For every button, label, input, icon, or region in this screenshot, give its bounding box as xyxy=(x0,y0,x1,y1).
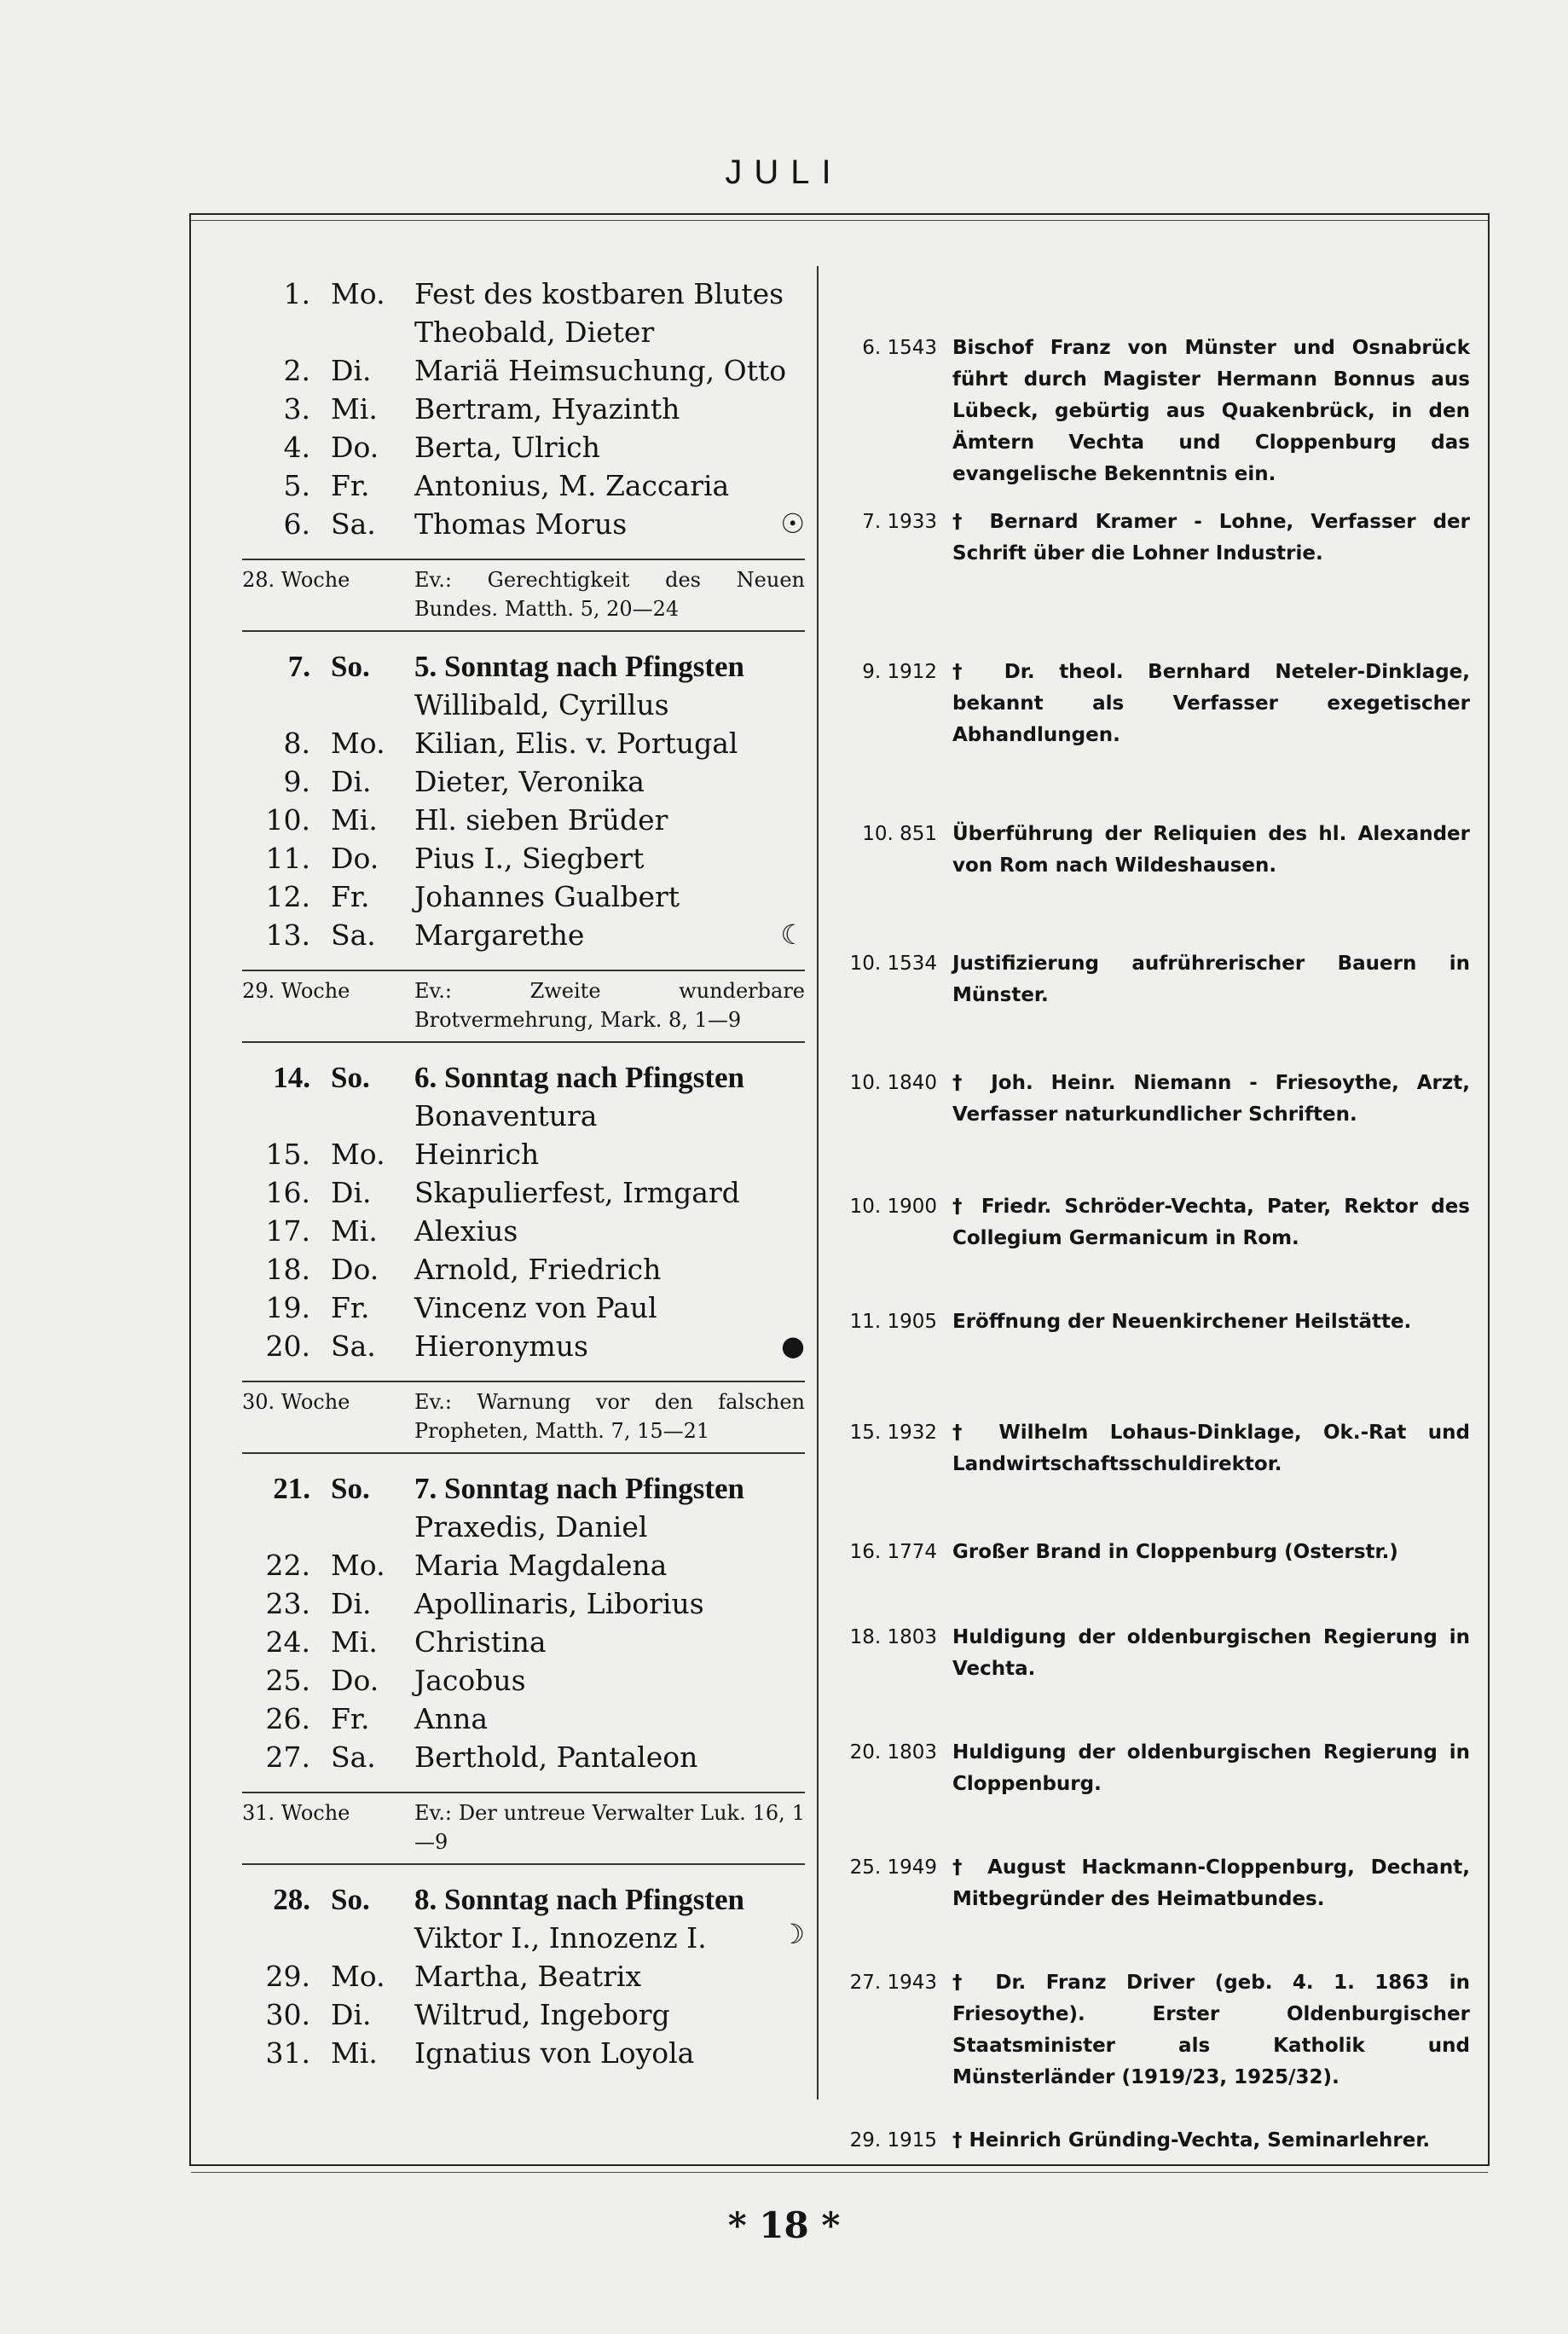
saint-names: Antonius, M. Zaccaria xyxy=(414,469,730,502)
weekday: Di. xyxy=(331,354,372,387)
day-number: 5. xyxy=(283,469,310,502)
saint-names: 6. Sonntag nach Pfingsten xyxy=(414,1061,745,1094)
day-row xyxy=(242,877,805,916)
day-row xyxy=(242,916,805,954)
saint-names: Jacobus xyxy=(414,1664,526,1697)
saint-names: Anna xyxy=(414,1702,489,1735)
day-number: 10. xyxy=(265,803,310,837)
weekday: So. xyxy=(331,1472,370,1505)
event-date: 10. 1900 xyxy=(849,1196,937,1218)
weekday: Mo. xyxy=(331,1138,385,1171)
event-item xyxy=(835,2125,1470,2157)
day-row xyxy=(242,1173,805,1212)
calendar-column xyxy=(242,275,805,2072)
gospel-text: Ev.: Der untreue Verwalter Luk. 16, 1—9 xyxy=(414,1801,805,1854)
day-row xyxy=(242,390,805,428)
weekday: Di. xyxy=(331,1176,372,1209)
day-number: 18. xyxy=(265,1253,310,1286)
saint-names: 7. Sonntag nach Pfingsten xyxy=(414,1472,745,1505)
event-text: † Dr. Franz Driver (geb. 4. 1. 1863 in Friesoythe). Erster Oldenburgischer Staatsminister als Katholik und Münsterländer (1919/23, 1925/32). xyxy=(952,1972,1470,2088)
event-text: † Friedr. Schröder-Vechta, Pater, Rektor des Collegium Germanicum in Rom. xyxy=(952,1196,1470,1249)
weekday: Do. xyxy=(331,1664,379,1697)
event-item xyxy=(835,1068,1470,1131)
event-item xyxy=(835,1537,1470,1568)
event-date: 15. 1932 xyxy=(849,1422,937,1444)
saint-names: Bertram, Hyazinth xyxy=(414,392,680,426)
weekday: Di. xyxy=(331,1587,372,1620)
weekday: Do. xyxy=(331,431,379,464)
day-number: 20. xyxy=(265,1329,310,1363)
day-row xyxy=(242,1700,805,1738)
event-date: 18. 1803 xyxy=(849,1626,937,1648)
weekday: So. xyxy=(331,1883,370,1916)
calendar-frame xyxy=(189,213,1490,2166)
day-row xyxy=(242,762,805,801)
day-row xyxy=(242,1058,805,1097)
day-row xyxy=(242,1661,805,1700)
week-gospel xyxy=(242,559,805,632)
saint-names: 8. Sonntag nach Pfingsten xyxy=(414,1883,745,1916)
event-date: 16. 1774 xyxy=(849,1541,937,1563)
weekday: Do. xyxy=(331,842,379,875)
saint-names: Heinrich xyxy=(414,1138,540,1171)
saint-names: Ignatius von Loyola xyxy=(414,2036,695,2070)
day-row xyxy=(242,1135,805,1173)
day-number: 2. xyxy=(283,354,310,387)
event-item xyxy=(835,333,1470,490)
event-item xyxy=(835,1622,1470,1685)
saint-names: 5. Sonntag nach Pfingsten xyxy=(414,650,745,683)
day-number: 31. xyxy=(265,2036,310,2070)
event-date: 29. 1915 xyxy=(849,2129,937,2152)
week-label: 29. Woche xyxy=(242,979,350,1003)
day-row xyxy=(242,1546,805,1584)
page-title: JULI xyxy=(725,153,843,191)
day-number: 23. xyxy=(265,1587,310,1620)
saint-names: Margarethe xyxy=(414,918,585,952)
saint-names: Dieter, Veronika xyxy=(414,765,645,798)
day-number: 21. xyxy=(273,1472,310,1505)
saint-names: Berthold, Pantaleon xyxy=(414,1740,698,1774)
day-number: 14. xyxy=(273,1061,310,1094)
day-number: 24. xyxy=(265,1625,310,1659)
day-row xyxy=(242,466,805,505)
weekday: Fr. xyxy=(331,1702,370,1735)
saint-names: Kilian, Elis. v. Portugal xyxy=(414,727,738,760)
saint-names-extra: Praxedis, Daniel xyxy=(414,1510,648,1543)
frame-rule-bottom xyxy=(191,2172,1488,2173)
day-row xyxy=(242,839,805,877)
frame-rule-top xyxy=(191,220,1488,221)
saint-names-extra: Willibald, Cyrillus xyxy=(414,688,669,721)
day-number: 7. xyxy=(287,650,310,683)
event-date: 25. 1949 xyxy=(849,1856,937,1879)
event-date: 10. 1840 xyxy=(849,1072,937,1094)
day-row xyxy=(242,1738,805,1776)
week-gospel xyxy=(242,1792,805,1865)
day-number: 30. xyxy=(265,1998,310,2031)
event-date: 7. 1933 xyxy=(862,511,937,533)
day-row xyxy=(242,1584,805,1623)
weekday: Sa. xyxy=(331,1329,376,1363)
day-row xyxy=(242,1212,805,1250)
saint-names: Pius I., Siegbert xyxy=(414,842,645,875)
saint-names: Alexius xyxy=(414,1214,518,1248)
full-moon-icon: ☉ xyxy=(780,507,805,540)
gospel-text: Ev.: Zweite wunderbare Brotvermehrung, Mark. 8, 1—9 xyxy=(414,979,805,1032)
event-text: † August Hackmann-Cloppenburg, Dechant, Mitbegründer des Heimatbundes. xyxy=(952,1856,1470,1910)
weekday: Do. xyxy=(331,1253,379,1286)
weekday: Sa. xyxy=(331,1740,376,1774)
day-number: 6. xyxy=(283,507,310,541)
event-text: † Wilhelm Lohaus-Dinklage, Ok.-Rat und Landwirtschaftsschuldirektor. xyxy=(952,1422,1470,1475)
day-number: 11. xyxy=(265,842,310,875)
weekday: So. xyxy=(331,650,370,683)
saint-names: Christina xyxy=(414,1625,547,1659)
saint-names: Hl. sieben Brüder xyxy=(414,803,668,837)
weekday: Mo. xyxy=(331,1960,385,1993)
event-date: 11. 1905 xyxy=(849,1311,937,1333)
gospel-text: Ev.: Warnung vor den falschen Propheten, Matth. 7, 15—21 xyxy=(414,1390,805,1443)
weekday: So. xyxy=(331,1061,370,1094)
saint-names-extra: Viktor I., Innozenz I. ☽ xyxy=(414,1918,805,1955)
weekday: Di. xyxy=(331,765,372,798)
event-text: † Dr. theol. Bernhard Neteler-Dinklage, bekannt als Verfasser exegetischer Abhandlungen. xyxy=(952,661,1470,746)
day-row xyxy=(242,275,805,313)
event-item xyxy=(835,1306,1470,1338)
week-gospel xyxy=(242,970,805,1043)
weekday: Mo. xyxy=(331,727,385,760)
day-row xyxy=(242,1327,805,1365)
page-number: * 18 * xyxy=(727,2204,841,2246)
week-label: 30. Woche xyxy=(242,1390,350,1414)
event-item xyxy=(835,1737,1470,1800)
event-item xyxy=(835,1191,1470,1254)
new-moon-icon: ● xyxy=(781,1329,805,1362)
last-quarter-icon: ☾ xyxy=(780,918,805,951)
day-number: 3. xyxy=(283,392,310,426)
saint-names: Apollinaris, Liborius xyxy=(414,1587,704,1620)
event-date: 6. 1543 xyxy=(862,337,937,359)
weekday: Mo. xyxy=(331,277,385,310)
day-number: 15. xyxy=(265,1138,310,1171)
day-number: 26. xyxy=(265,1702,310,1735)
day-row xyxy=(242,801,805,839)
day-number: 8. xyxy=(283,727,310,760)
day-row xyxy=(242,1623,805,1661)
weekday: Di. xyxy=(331,1998,372,2031)
event-text: † Bernard Kramer - Lohne, Verfasser der Schrift über die Lohner Industrie. xyxy=(952,511,1470,565)
day-row xyxy=(242,1250,805,1289)
day-row xyxy=(242,351,805,390)
weekday: Mi. xyxy=(331,392,378,426)
day-row xyxy=(242,505,805,543)
event-text: Bischof Franz von Münster und Osnabrück führt durch Magister Hermann Bonnus aus Lübeck, gebürtig aus Quakenbrück, in den Ämtern Vechta und Cloppenburg das evangelische Bekenntnis ein. xyxy=(952,337,1470,485)
saint-names: Vincenz von Paul xyxy=(414,1291,657,1324)
day-row xyxy=(242,1995,805,2034)
saint-names: Hieronymus xyxy=(414,1329,588,1363)
day-number: 13. xyxy=(265,918,310,952)
day-row xyxy=(242,1880,805,1919)
weekday: Mi. xyxy=(331,1625,378,1659)
weekday: Mi. xyxy=(331,1214,378,1248)
weekday: Fr. xyxy=(331,1291,370,1324)
event-text: † Joh. Heinr. Niemann - Friesoythe, Arzt, Verfasser naturkundlicher Schriften. xyxy=(952,1072,1470,1126)
day-row xyxy=(242,1289,805,1327)
saint-names: Johannes Gualbert xyxy=(414,880,680,913)
weekday: Fr. xyxy=(331,880,370,913)
event-text: Huldigung der oldenburgischen Regierung in Vechta. xyxy=(952,1626,1470,1680)
event-date: 20. 1803 xyxy=(849,1741,937,1764)
saint-names: Martha, Beatrix xyxy=(414,1960,642,1993)
day-row xyxy=(242,2034,805,2072)
saint-names: Fest des kostbaren Blutes xyxy=(414,277,784,310)
day-number: 27. xyxy=(265,1740,310,1774)
event-text: † Heinrich Gründing-Vechta, Seminarlehrer. xyxy=(952,2129,1431,2152)
event-item xyxy=(835,948,1470,1011)
saint-names: Thomas Morus xyxy=(414,507,628,541)
weekday: Sa. xyxy=(331,918,376,952)
event-item xyxy=(835,507,1470,570)
day-row xyxy=(242,1957,805,1995)
day-number: 28. xyxy=(273,1883,310,1916)
event-item xyxy=(835,1852,1470,1915)
event-date: 27. 1943 xyxy=(849,1972,937,1994)
weekday: Mi. xyxy=(331,2036,378,2070)
event-text: Huldigung der oldenburgischen Regierung in Cloppenburg. xyxy=(952,1741,1470,1795)
day-row xyxy=(242,1469,805,1508)
day-number: 9. xyxy=(283,765,310,798)
weekday: Fr. xyxy=(331,469,370,502)
day-number: 22. xyxy=(265,1549,310,1582)
day-number: 12. xyxy=(265,880,310,913)
day-number: 19. xyxy=(265,1291,310,1324)
gospel-text: Ev.: Gerechtigkeit des Neuen Bundes. Matth. 5, 20—24 xyxy=(414,568,805,621)
event-date: 9. 1912 xyxy=(862,661,937,683)
saint-names: Berta, Ulrich xyxy=(414,431,600,464)
event-item xyxy=(835,819,1470,882)
saint-names: Arnold, Friedrich xyxy=(414,1253,662,1286)
day-row xyxy=(242,724,805,762)
week-label: 31. Woche xyxy=(242,1801,350,1825)
day-number: 25. xyxy=(265,1664,310,1697)
day-number: 1. xyxy=(283,277,310,310)
event-date: 10. 851 xyxy=(862,823,937,845)
saint-names-extra: Bonaventura xyxy=(414,1099,598,1132)
day-number: 17. xyxy=(265,1214,310,1248)
week-label: 28. Woche xyxy=(242,568,350,592)
event-item xyxy=(835,1417,1470,1480)
saint-names-extra: Theobald, Dieter xyxy=(414,316,655,349)
event-date: 10. 1534 xyxy=(849,953,937,975)
event-item xyxy=(835,657,1470,751)
day-number: 16. xyxy=(265,1176,310,1209)
day-number: 4. xyxy=(283,431,310,464)
first-quarter-icon: ☽ xyxy=(780,1918,805,1950)
day-row xyxy=(242,428,805,466)
saint-names: Skapulierfest, Irmgard xyxy=(414,1176,740,1209)
weekday: Mo. xyxy=(331,1549,385,1582)
weekday: Mi. xyxy=(331,803,378,837)
event-text: Justifizierung aufrührerischer Bauern in Münster. xyxy=(952,953,1470,1006)
column-divider xyxy=(817,266,819,2099)
saint-names: Maria Magdalena xyxy=(414,1549,668,1582)
saint-names: Mariä Heimsuchung, Otto xyxy=(414,354,787,387)
event-text: Eröffnung der Neuenkirchener Heilstätte. xyxy=(952,1311,1412,1333)
event-text: Überführung der Reliquien des hl. Alexander von Rom nach Wildeshausen. xyxy=(952,823,1470,877)
day-row xyxy=(242,647,805,686)
week-gospel xyxy=(242,1381,805,1454)
day-number: 29. xyxy=(265,1960,310,1993)
saint-names: Wiltrud, Ingeborg xyxy=(414,1998,670,2031)
event-item xyxy=(835,1967,1470,2094)
event-text: Großer Brand in Cloppenburg (Osterstr.) xyxy=(952,1541,1398,1563)
weekday: Sa. xyxy=(331,507,376,541)
